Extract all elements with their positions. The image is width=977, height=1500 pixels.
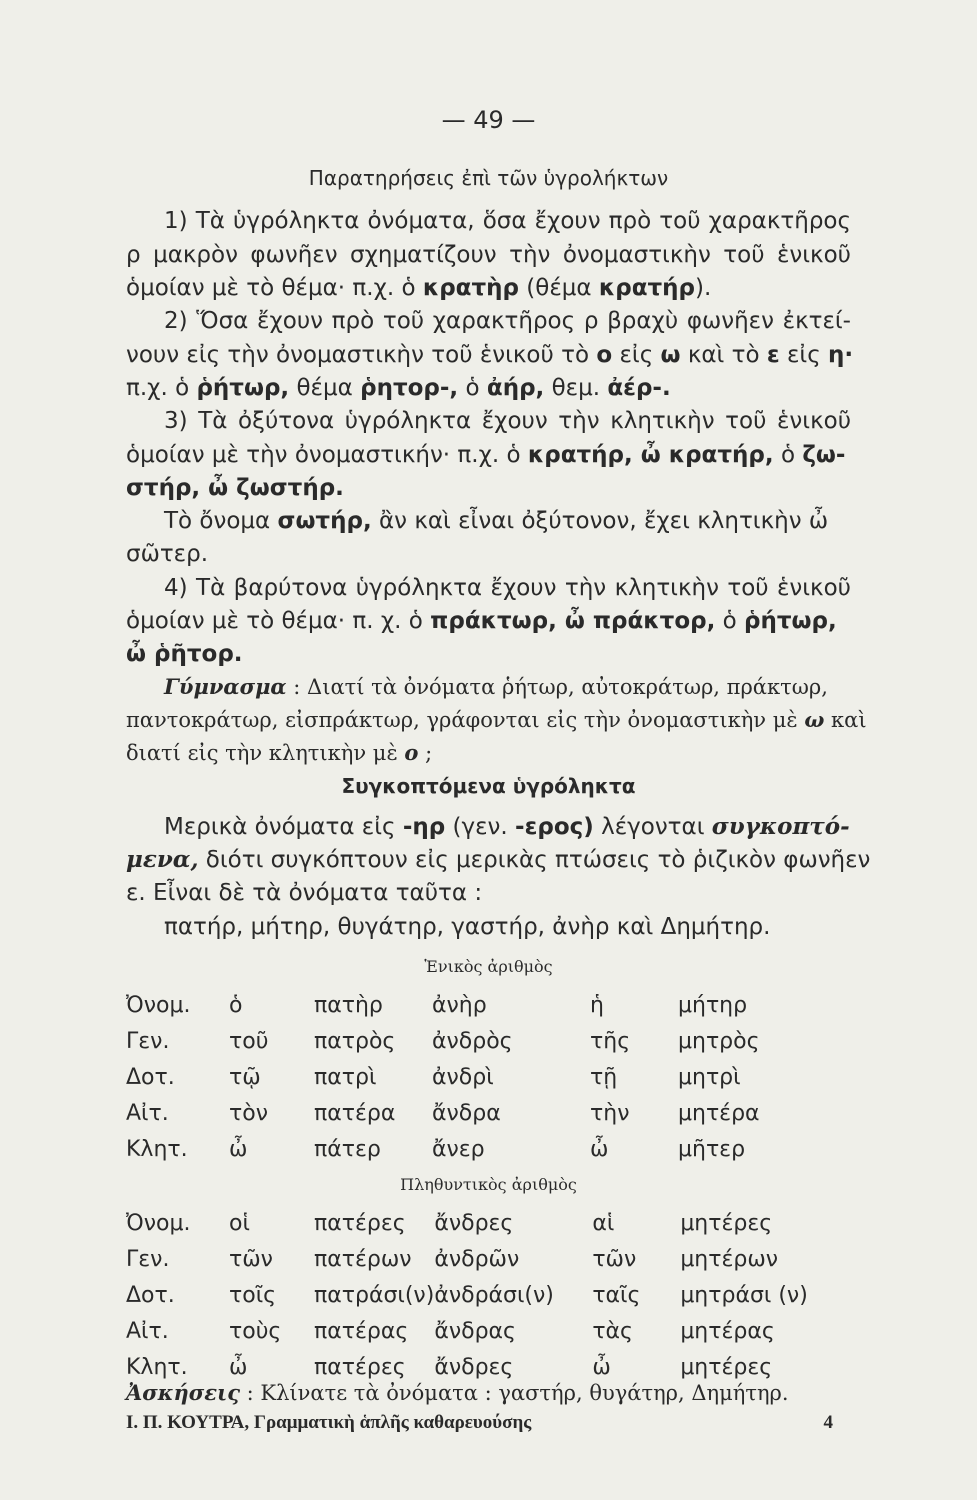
p2-term-aer-theme: ἀέρ-. xyxy=(607,375,671,401)
p5-term-syncop: συγκοπτό- xyxy=(711,813,850,840)
p5-line2 xyxy=(126,845,871,875)
declension-form: μητέρες xyxy=(680,1355,773,1380)
singular-heading: Ἑνικὸς ἀριθμὸς xyxy=(424,957,553,976)
p3-line3 xyxy=(126,473,851,503)
case-label: Κλητ. xyxy=(126,1137,188,1162)
declension-form: πατρὸς xyxy=(314,1029,396,1054)
exercise2-line xyxy=(126,1378,851,1408)
p2-line3-a: π.χ. ὁ xyxy=(126,375,190,401)
declension-row xyxy=(126,1314,820,1350)
case-label: Δοτ. xyxy=(126,1065,175,1090)
p2-line3 xyxy=(126,373,851,403)
declension-form: πατρὶ xyxy=(314,1065,377,1090)
p4-term-rhetor: ῥήτωρ, xyxy=(744,608,837,634)
declension-form: πάτερ xyxy=(314,1137,381,1162)
footer-sheet-number: 4 xyxy=(823,1412,833,1433)
declension-form: τῆς xyxy=(590,1029,631,1054)
declension-row xyxy=(126,1132,818,1168)
plural-table-body xyxy=(126,1206,820,1386)
p2-line2-a: νουν εἰς τὴν ὀνομαστικὴν τοῦ ἑνικοῦ τὸ xyxy=(126,342,590,368)
declension-form: πατράσι(ν) xyxy=(314,1283,435,1308)
p1-line3 xyxy=(126,273,851,303)
p2-line2-e: καὶ τὸ xyxy=(687,342,760,368)
declension-form: ἄνδρες xyxy=(434,1211,514,1236)
p1-line3-e: ). xyxy=(695,275,712,301)
footer-author-title: Ι. Π. ΚΟΥΤΡΑ, Γραμματικὴ ἁπλῆς καθαρευούσης xyxy=(126,1412,532,1433)
exercise1-text2: παντοκράτωρ, εἰσπράκτωρ, γράφονται εἰς τὴν ὀνομαστικὴν μὲ xyxy=(126,708,798,732)
p3-line4-c: ἂν καὶ εἶναι ὀξύτονον, ἔχει κλητικὴν ὦ xyxy=(379,508,829,534)
declension-form: ὦ xyxy=(592,1355,611,1380)
declension-form: μητράσι (ν) xyxy=(680,1283,808,1308)
p5-term-mena: μενα, xyxy=(126,846,199,873)
p2-line3-e: ὁ xyxy=(465,375,480,401)
declension-form: ἀνδρὸς xyxy=(432,1029,513,1054)
p5-line3: ε. Εἶναι δὲ τὰ ὀνόματα ταῦτα : xyxy=(126,880,483,906)
exercise1-omicron: ο xyxy=(404,740,419,765)
declension-form: ἀνδρῶν xyxy=(434,1247,520,1272)
p2-omicron: ο xyxy=(596,342,613,368)
declension-row xyxy=(126,1024,818,1060)
declension-form: ἄνδρα xyxy=(432,1101,501,1126)
p1-term-krater: κρατὴρ xyxy=(422,275,519,301)
singular-table xyxy=(126,988,818,1168)
declension-form: τοὺς xyxy=(229,1319,282,1344)
declension-form: μητρὸς xyxy=(678,1029,760,1054)
notes-heading: Παρατηρήσεις ἐπὶ τῶν ὑγρολήκτων xyxy=(308,166,669,190)
declension-form: πατέρων xyxy=(314,1247,412,1272)
p3-line5: σῶτερ. xyxy=(126,541,209,567)
p1-line2: ρ μακρὸν φωνῆεν σχηματίζουν τὴν ὀνομαστικὴν τοῦ ἑνικοῦ xyxy=(126,242,851,268)
declension-form: τὰς xyxy=(592,1319,633,1344)
declension-form: ἄνδρας xyxy=(434,1319,516,1344)
declension-form: ἄνερ xyxy=(432,1137,485,1162)
declension-form: τοῦ xyxy=(229,1029,269,1054)
p4-term-rhetor-voc: ὦ ῥῆτορ. xyxy=(126,641,243,667)
p3-term-zo: ζω- xyxy=(802,442,846,468)
exercise2-label: Ἀσκήσεις xyxy=(126,1380,240,1405)
declension-form: τοῖς xyxy=(229,1283,277,1308)
declension-form: πατὴρ xyxy=(314,993,383,1018)
p5-line1-e: λέγονται xyxy=(601,814,705,840)
exercise1-text3: διατί εἰς τὴν κλητικὴν μὲ xyxy=(126,741,398,765)
p4-line2-c: ὁ xyxy=(722,608,737,634)
declension-row xyxy=(126,1242,820,1278)
declension-row xyxy=(126,1060,818,1096)
p2-line2 xyxy=(126,340,854,370)
p2-line1: 2) Ὅσα ἔχουν πρὸ τοῦ χαρακτῆρος ρ βραχὺ φωνῆεν ἐκτεί- xyxy=(164,308,851,334)
declension-form: αἱ xyxy=(592,1211,615,1236)
p1-line1: 1) Τὰ ὑγρόληκτα ὀνόματα, ὅσα ἔχουν πρὸ τοῦ χαρακτῆρος xyxy=(164,208,851,234)
declension-row xyxy=(126,1278,820,1314)
p3-line4-a: Τὸ ὄνομα xyxy=(164,508,271,534)
singular-table-body xyxy=(126,988,818,1168)
exercise1-text3c: ; xyxy=(425,741,433,765)
p2-eta: η· xyxy=(828,342,854,368)
declension-form: μητέρα xyxy=(678,1101,760,1126)
p5-ending-er: -ηρ xyxy=(402,814,446,840)
declension-form: πατέρες xyxy=(314,1211,406,1236)
p5-line2-b: διότι συγκόπτουν εἰς μερικὰς πτώσεις τὸ ῥιζικὸν φωνῆεν xyxy=(205,847,871,873)
declension-form: οἱ xyxy=(229,1211,250,1236)
p2-term-rhetor-theme: ῥητορ-, xyxy=(360,375,459,401)
exercise1-text2c: καὶ xyxy=(831,708,867,732)
declension-form: ὦ xyxy=(229,1137,248,1162)
p3-line4 xyxy=(164,506,851,536)
p3-term-krater: κρατήρ, ὦ κρατήρ, xyxy=(527,442,774,468)
case-label: Γεν. xyxy=(126,1247,170,1272)
p5-line4: πατήρ, μήτηρ, θυγάτηρ, γαστήρ, ἀνὴρ καὶ Δημήτηρ. xyxy=(164,914,771,940)
declension-form: ἄνδρες xyxy=(434,1355,514,1380)
declension-form: μητέρων xyxy=(680,1247,779,1272)
p2-line2-g: εἰς xyxy=(787,342,821,368)
p4-line2-a: ὁμοίαν μὲ τὸ θέμα· π. χ. ὁ xyxy=(126,608,423,634)
p5-line1 xyxy=(164,812,851,842)
case-label: Ὀνομ. xyxy=(126,993,191,1018)
declension-form: πατέρα xyxy=(314,1101,396,1126)
exercise1-omega: ω xyxy=(804,707,825,732)
exercise1-line3 xyxy=(126,738,851,768)
p2-epsilon: ε xyxy=(766,342,780,368)
declension-form: μητρὶ xyxy=(678,1065,741,1090)
p5-ending-eros: -ερος) xyxy=(515,814,594,840)
declension-form: μητέρας xyxy=(680,1319,775,1344)
declension-form: τῶν xyxy=(592,1247,637,1272)
exercise1-label: Γύμνασμα xyxy=(164,674,287,699)
case-label: Δοτ. xyxy=(126,1283,175,1308)
p2-term-aer: ἀήρ, xyxy=(486,375,545,401)
footer xyxy=(126,1412,833,1434)
exercise2-text: : Κλίνατε τὰ ὀνόματα : γαστήρ, θυγάτηρ, Δημήτηρ. xyxy=(246,1381,789,1405)
p3-term-zoster: στήρ, ὦ ζωστήρ. xyxy=(126,475,344,501)
declension-form: μήτηρ xyxy=(678,993,748,1018)
p3-line2 xyxy=(126,440,851,470)
declension-form: ταῖς xyxy=(592,1283,641,1308)
declension-form: ὁ xyxy=(229,993,243,1018)
declension-form: ἀνδράσι(ν) xyxy=(434,1283,554,1308)
p2-term-rhetor: ῥήτωρ, xyxy=(196,375,290,401)
declension-row xyxy=(126,1206,820,1242)
declension-form: ἡ xyxy=(590,993,604,1018)
p3-term-soter: σωτήρ, xyxy=(277,508,372,534)
declension-form: τῶν xyxy=(229,1247,273,1272)
syncope-heading: Συγκοπτόμενα ὑγρόληκτα xyxy=(341,774,636,798)
p1-term-krater-theme: κρατήρ xyxy=(598,275,696,301)
case-label: Αἰτ. xyxy=(126,1319,169,1344)
declension-form: πατέρας xyxy=(314,1319,409,1344)
plural-heading: Πληθυντικὸς ἀριθμὸς xyxy=(400,1175,577,1194)
declension-row xyxy=(126,988,818,1024)
p4-term-praktor: πράκτωρ, ὦ πράκτορ, xyxy=(430,608,716,634)
exercise1-text1: : Διατί τὰ ὀνόματα ῥήτωρ, αὐτοκράτωρ, πράκτωρ, xyxy=(293,675,828,699)
p3-line1: 3) Τὰ ὀξύτονα ὑγρόληκτα ἔχουν τὴν κλητικὴν τοῦ ἑνικοῦ xyxy=(164,408,851,434)
declension-form: ἀνὴρ xyxy=(432,993,487,1018)
case-label: Αἰτ. xyxy=(126,1101,169,1126)
p3-line2-a: ὁμοίαν μὲ τὴν ὀνομαστικήν· π.χ. ὁ xyxy=(126,442,521,468)
p1-line3-c: (θέμα xyxy=(526,275,592,301)
p2-line3-g: θεμ. xyxy=(551,375,601,401)
declension-form: πατέρες xyxy=(314,1355,406,1380)
declension-form: τὸν xyxy=(229,1101,268,1126)
p4-line3 xyxy=(126,639,851,669)
p2-omega: ω xyxy=(660,342,681,368)
declension-form: ὦ xyxy=(229,1355,248,1380)
case-label: Γεν. xyxy=(126,1029,170,1054)
declension-form: ὦ xyxy=(590,1137,609,1162)
declension-form: ἀνδρὶ xyxy=(432,1065,494,1090)
p4-line2 xyxy=(126,606,851,636)
exercise1-line1 xyxy=(164,672,851,702)
case-label: Κλητ. xyxy=(126,1355,188,1380)
p2-line3-c: θέμα xyxy=(296,375,353,401)
p5-line1-c: (γεν. xyxy=(452,814,508,840)
declension-form: τὴν xyxy=(590,1101,630,1126)
case-label: Ὀνομ. xyxy=(126,1211,191,1236)
page-number: — 49 — xyxy=(441,106,536,134)
plural-table xyxy=(126,1206,820,1386)
p4-line1: 4) Τὰ βαρύτονα ὑγρόληκτα ἔχουν τὴν κλητικὴν τοῦ ἑνικοῦ xyxy=(164,575,851,601)
p5-line1-a: Μερικὰ ὀνόματα εἰς xyxy=(164,814,396,840)
declension-form: μῆτερ xyxy=(678,1137,746,1162)
exercise1-line2 xyxy=(126,705,867,735)
declension-row xyxy=(126,1096,818,1132)
declension-form: μητέρες xyxy=(680,1211,773,1236)
p2-line2-c: εἰς xyxy=(619,342,654,368)
declension-form: τῷ xyxy=(229,1065,261,1090)
p1-line3-a: ὁμοίαν μὲ τὸ θέμα· π.χ. ὁ xyxy=(126,275,416,301)
p3-line2-c: ὁ xyxy=(780,442,796,468)
declension-form: τῇ xyxy=(590,1065,618,1090)
